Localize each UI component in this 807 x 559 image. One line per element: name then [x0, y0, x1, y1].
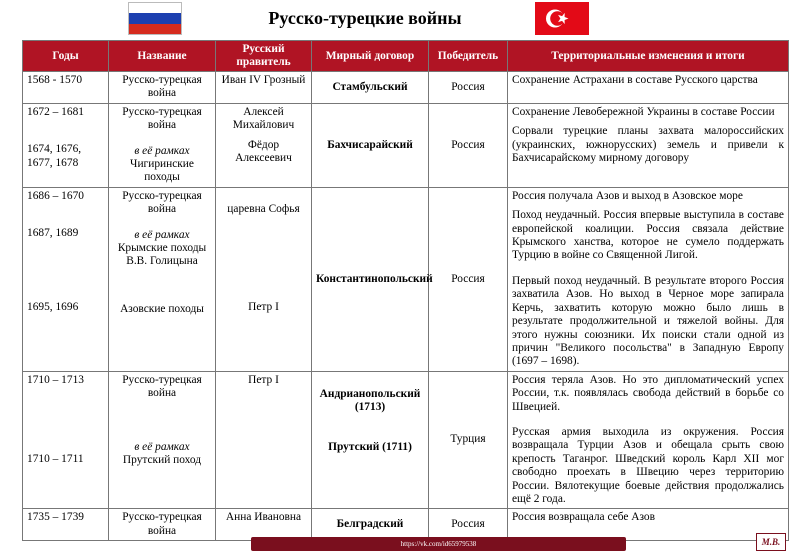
spacer — [113, 269, 211, 303]
table-row — [23, 509, 789, 541]
ruler-sub2-text: Петр I — [248, 301, 279, 314]
name-text: Русско-турецкая война — [122, 105, 202, 132]
ruler-sub-text: Фёдор Алексеевич — [235, 138, 292, 165]
name-cell — [109, 72, 216, 104]
result-text: Сохранение Астрахани в составе Русского царства — [512, 74, 758, 86]
name-cell — [109, 103, 216, 187]
spacer — [113, 217, 211, 229]
result-sub-text: Русская армия выходила из окружения. Россия возвращала Турции Азов и обещала срыть свою крепость Таганрог. Шведский король Карл XII мог свободно проехать в Швецию через территорию России. Вялотекущие боевые действия продолжались ещё 2 года. — [512, 425, 784, 505]
winner-text: Россия — [451, 80, 485, 93]
winner-text: Россия — [451, 518, 485, 531]
header-result: Территориальные изменения и итоги — [508, 41, 789, 72]
winner-cell — [429, 371, 508, 509]
name-text: Русско-турецкая война — [122, 74, 202, 100]
result-text: Россия получала Азов и выход в Азовское море — [512, 189, 743, 202]
winner-cell — [429, 509, 508, 541]
name-text: Русско-турецкая война — [122, 189, 202, 216]
treaty-cell — [312, 72, 429, 104]
ruler-text: Анна Ивановна — [225, 511, 302, 524]
spacer — [512, 414, 784, 426]
result-sub-text: Сорвали турецкие планы захвата малороссийских (украинских, южнорусских) земель и привели к Бахчисарайскому мирному договору — [512, 125, 784, 165]
header-treaty: Мирный договор — [312, 41, 429, 72]
winner-text: Россия — [451, 138, 485, 151]
treaty-text: Стамбульский — [332, 80, 408, 93]
years-cell — [23, 103, 109, 187]
footer-url[interactable]: https://vk.com/id65979538 — [400, 540, 477, 548]
years-cell — [23, 187, 109, 371]
result-cell — [508, 187, 789, 371]
spacer — [220, 216, 307, 301]
spacer — [113, 401, 211, 441]
russia-flag — [128, 2, 182, 35]
treaty-text: Андрианопольский (1713) — [319, 387, 421, 414]
flag-stripe-white — [129, 3, 181, 13]
spacer — [220, 190, 307, 203]
page-title: Русско-турецкие войны — [268, 8, 462, 28]
treaty-text: Белградский — [336, 518, 404, 531]
years-sub-text: 1687, 1689 — [27, 227, 79, 240]
spacer — [27, 241, 104, 301]
name-cell — [109, 371, 216, 509]
treaty-cell — [312, 187, 433, 371]
spacer — [27, 387, 104, 453]
years-text: 1686 – 1670 — [27, 189, 84, 202]
header-winner: Победитель — [429, 41, 508, 72]
spacer — [27, 119, 104, 143]
years-sub-text: 1674, 1676, 1677, 1678 — [27, 143, 82, 169]
ruler-cell — [216, 103, 312, 187]
years-sub-text: 1710 – 1711 — [27, 453, 84, 466]
header-row — [23, 41, 789, 72]
name-sub2-text: Азовские походы — [120, 302, 204, 315]
name-sub-text: Чигиринские походы — [130, 158, 194, 184]
table-row — [23, 103, 789, 187]
treaty-sub-text: Прутский (1711) — [328, 440, 412, 453]
name-cell — [109, 187, 216, 371]
footer-link-bar[interactable] — [251, 537, 626, 551]
winner-cell — [429, 103, 508, 187]
name-sub-text: Прутский поход — [122, 453, 202, 466]
ruler-cell — [216, 509, 312, 541]
ruler-text: Петр I — [248, 373, 279, 386]
name-text: Русско-турецкая война — [122, 373, 202, 400]
years-text: 1568 - 1570 — [27, 74, 83, 86]
name-note: в её рамках — [134, 228, 190, 241]
spacer — [27, 203, 104, 227]
treaty-text: Константинопольский — [316, 272, 433, 285]
header-years: Годы — [23, 41, 109, 72]
treaty-cell — [312, 509, 429, 541]
treaty-cell — [312, 371, 429, 509]
name-note: в её рамках — [134, 144, 190, 157]
winner-text: Россия — [451, 272, 485, 285]
ruler-text: Иван IV Грозный — [221, 74, 306, 86]
spacer — [512, 263, 784, 275]
name-cell — [109, 509, 216, 541]
ruler-cell — [216, 187, 312, 371]
flag-stripe-blue — [129, 13, 181, 23]
table-row — [23, 187, 789, 371]
result-sub2-text: Первый поход неудачный. В результате второго Россия захватила Азов. Но выход в Черное море запирала Керчь, захватить которую можно было лишь в результате продолжительной и тяжелой войны. Для этого нужны союзники. Их поиски стали одной из причин "Великого посольства" в Западную Европу (1697 – 1698). — [512, 274, 784, 368]
name-text: Русско-турецкая война — [122, 511, 202, 537]
result-sub-text: Поход неудачный. Россия впервые выступила в составе европейской коалиции. Россия связала действие Крымского ханства, которое не сумело поддержать Турцию в войне со Священной Лигой. — [512, 209, 784, 262]
years-sub2-text: 1695, 1696 — [27, 300, 79, 313]
years-text: 1735 – 1739 — [27, 511, 84, 524]
ruler-text: царевна Софья — [227, 202, 300, 215]
result-cell — [508, 103, 789, 187]
winner-cell — [429, 72, 508, 104]
ruler-text: Алексей Михайлович — [232, 105, 295, 132]
result-cell — [508, 371, 789, 509]
treaty-cell — [312, 103, 429, 187]
spacer — [316, 415, 424, 441]
result-cell — [508, 72, 789, 104]
years-text: 1710 – 1713 — [27, 373, 84, 386]
years-text: 1672 – 1681 — [27, 105, 84, 118]
name-note: в её рамках — [134, 440, 190, 453]
result-text: Россия возвращала себе Азов — [512, 511, 655, 524]
result-text: Россия теряла Азов. Но это дипломатический успех России, т.к. появлялась свобода действий в борьбе со Швецией. — [512, 373, 784, 413]
ruler-cell — [216, 371, 312, 509]
author-mark: М.В. — [756, 533, 786, 551]
winner-text: Турция — [450, 433, 486, 446]
years-cell — [23, 509, 109, 541]
header-name: Название — [109, 41, 216, 72]
wars-table — [22, 40, 789, 541]
flag-stripe-red — [129, 24, 181, 34]
winner-cell — [429, 187, 508, 371]
spacer — [113, 133, 211, 145]
table-row — [23, 371, 789, 509]
table-row — [23, 72, 789, 104]
ruler-cell — [216, 72, 312, 104]
result-cell — [508, 509, 789, 541]
years-cell — [23, 72, 109, 104]
turkey-flag — [535, 2, 589, 35]
spacer — [316, 374, 424, 388]
years-cell — [23, 371, 109, 509]
treaty-text: Бахчисарайский — [327, 138, 413, 151]
result-text: Сохранение Левобережной Украины в составе России — [512, 105, 775, 118]
name-sub-text: Крымские походы В.В. Голицына — [117, 242, 207, 268]
header-ruler: Русский правитель — [216, 41, 312, 72]
